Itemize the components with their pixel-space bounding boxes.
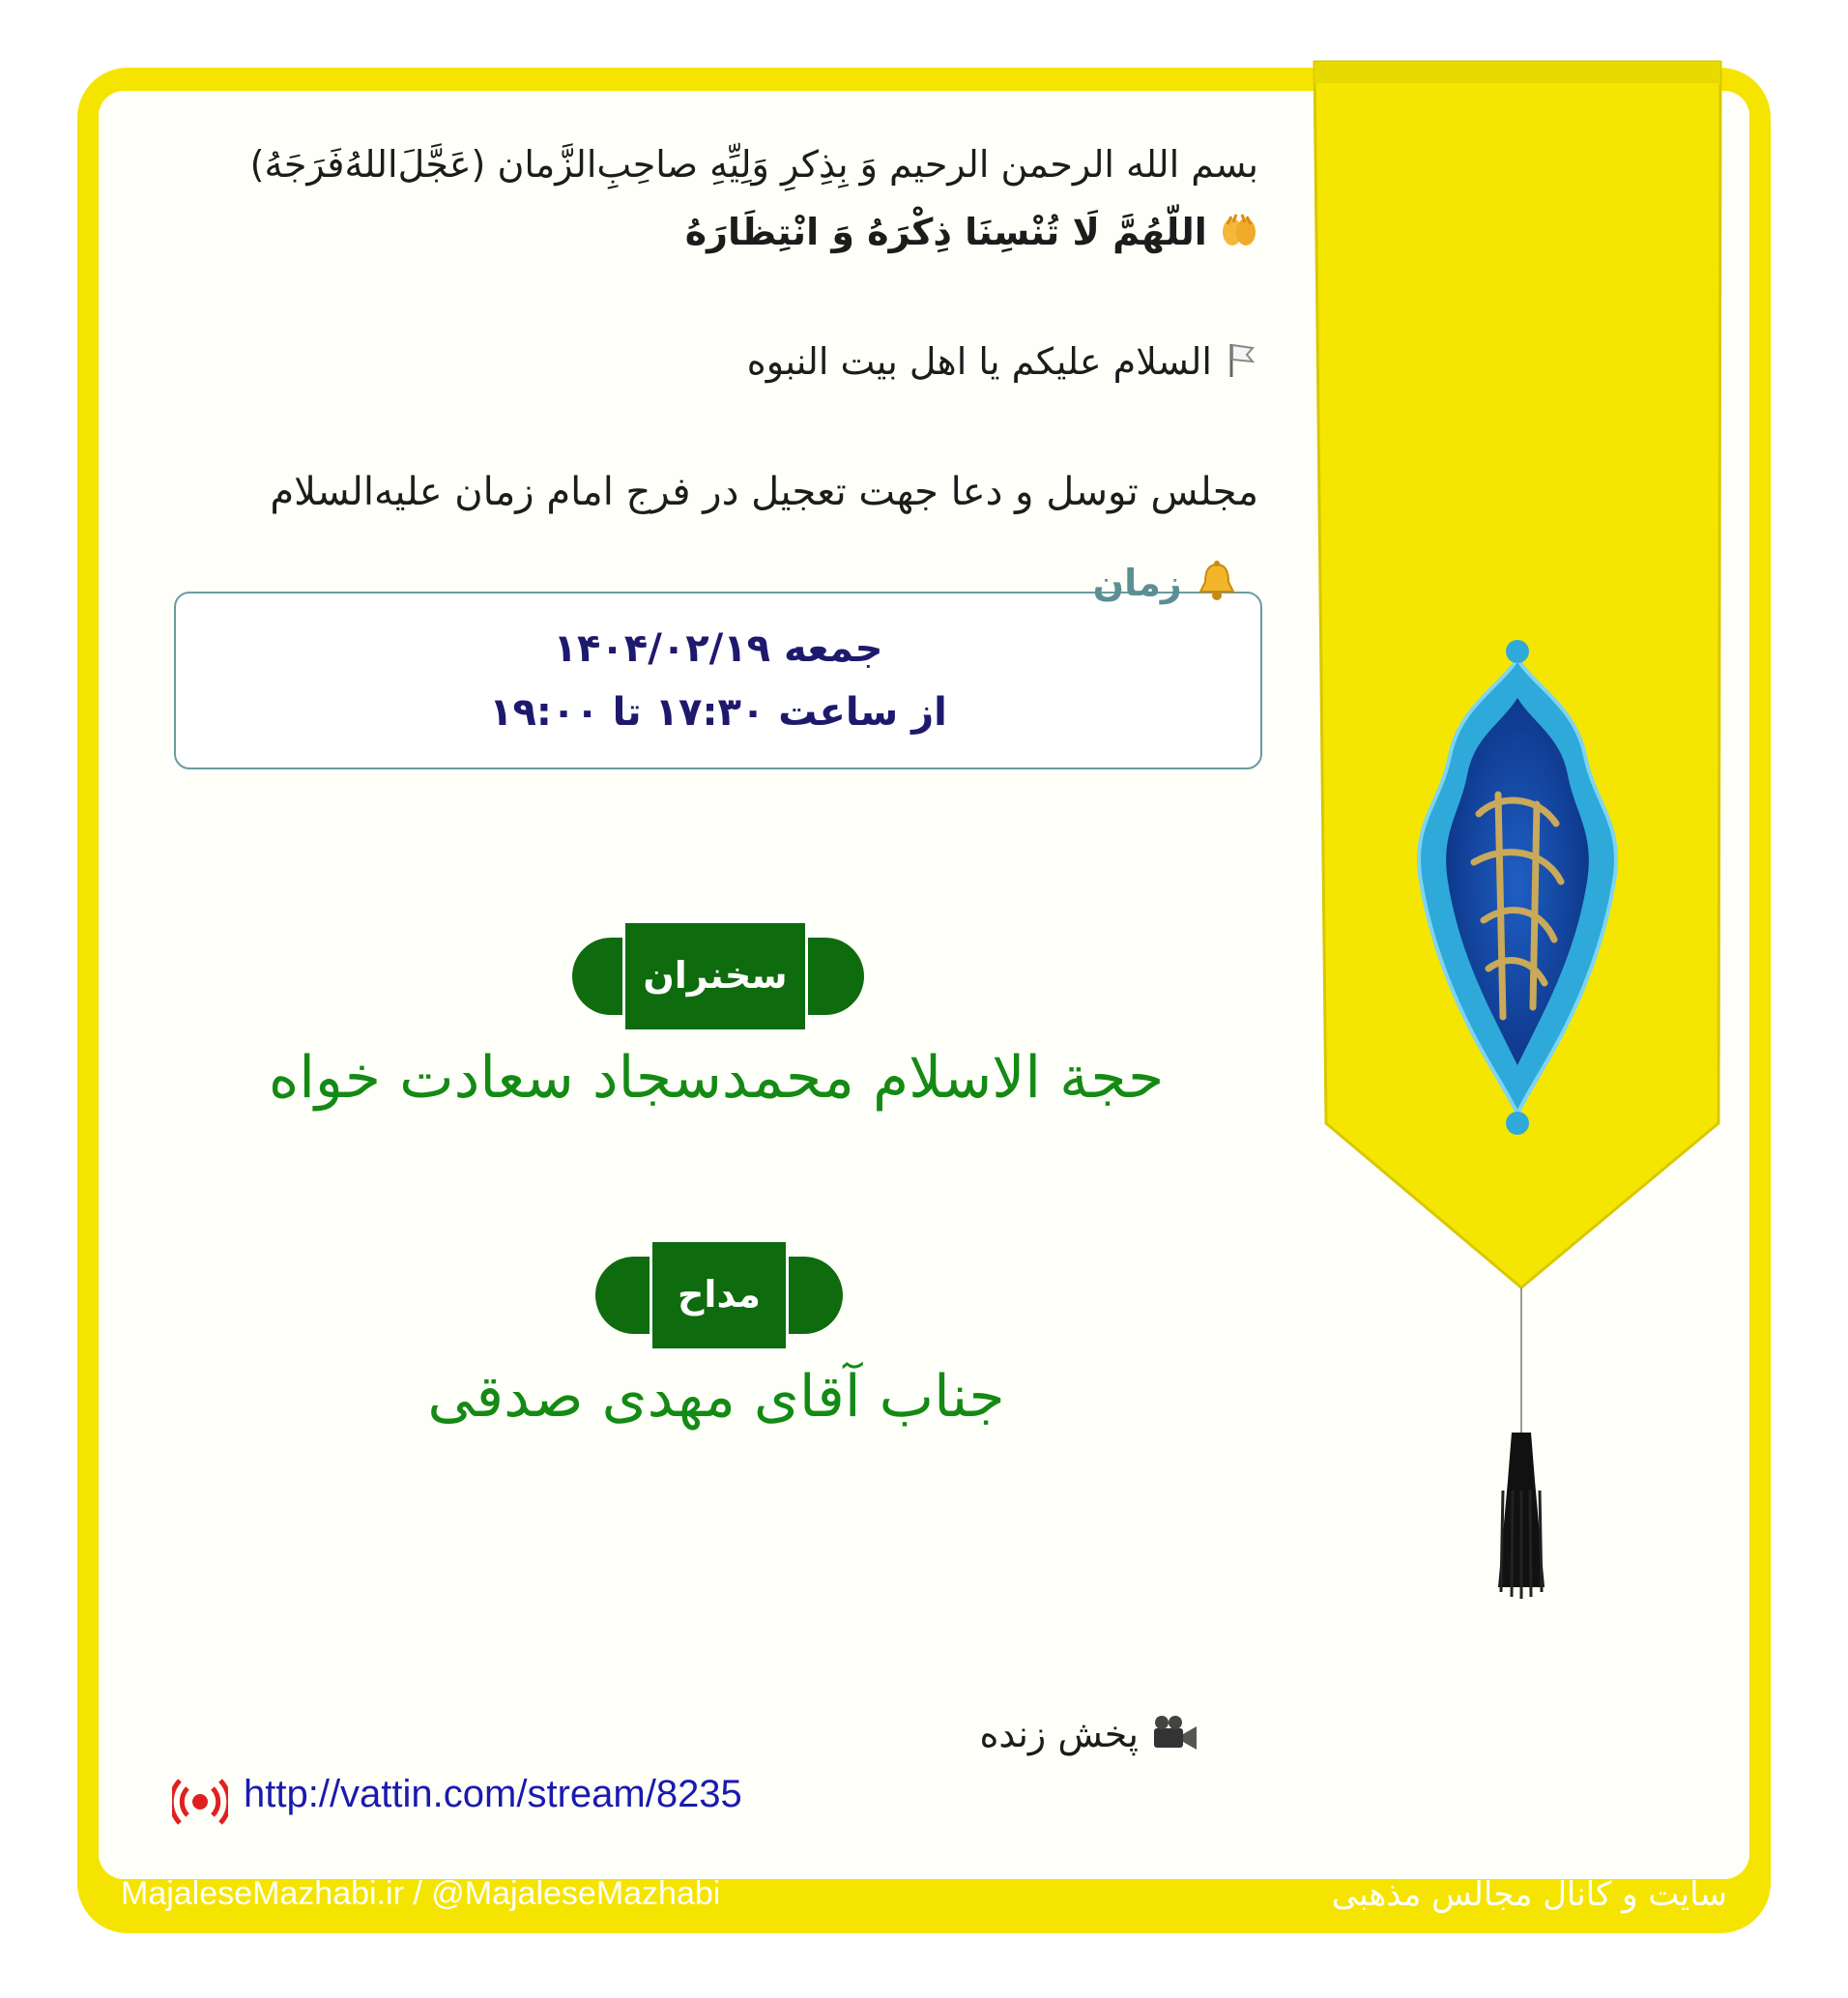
maddah-banner-label: مداح: [650, 1239, 789, 1351]
dua-line-2: [685, 211, 1258, 258]
majlis-title: مجلس توسل و دعا جهت تعجیل در فرج امام زمان علیه‌السلام: [270, 470, 1258, 514]
hands-icon: [1220, 211, 1258, 258]
salam-text: السلام علیکم یا اهل بیت النبوه: [746, 340, 1212, 383]
live-label-text: پخش زنده: [979, 1713, 1139, 1755]
time-box: [174, 592, 1262, 769]
speaker-banner-label: سخنران: [622, 920, 808, 1032]
flag-icon: [1224, 340, 1258, 388]
footer-site: MajaleseMazhabi.ir / @MajaleseMazhabi: [121, 1875, 721, 1912]
speaker-name: حجة الاسلام محمدسجاد سعادت خواه: [268, 1044, 1165, 1112]
speaker-banner: [572, 920, 864, 1032]
dua-line-2-text: اللّهُمَّ لَا تُنْسِنَا ذِکْرَهُ وَ انْتِظَارَهُ: [684, 211, 1207, 253]
bell-icon: [1195, 559, 1239, 612]
time-label: [1093, 559, 1239, 612]
movie-camera-icon: [1150, 1713, 1200, 1760]
date-line: جمعه ۱۴۰۴/۰۲/۱۹: [553, 626, 883, 671]
time-label-text: زمان: [1092, 562, 1182, 604]
dua-line-1: [250, 143, 1258, 186]
stream-link[interactable]: http://vattin.com/stream/8235: [244, 1773, 742, 1815]
broadcast-icon: [172, 1777, 228, 1831]
maddah-banner: [595, 1239, 843, 1351]
footer-channel: سایت و کانال مجالس مذهبی: [1331, 1875, 1727, 1914]
pennant-decoration: [1305, 60, 1730, 1630]
salam-line: [747, 340, 1258, 388]
maddah-name: جناب آقای مهدی صدقی: [427, 1363, 1005, 1431]
dua-line-1-text: بسم الله الرحمن الرحیم وَ بِذِکرِ وَلِیِّهِ صاحِبِ‌الزَّمان (عَجَّلَ‌اللهُ‌فَرَجَهُ): [249, 143, 1258, 186]
live-label: [979, 1713, 1200, 1760]
hour-line: از ساعت ۱۷:۳۰ تا ۱۹:۰۰: [489, 690, 947, 735]
